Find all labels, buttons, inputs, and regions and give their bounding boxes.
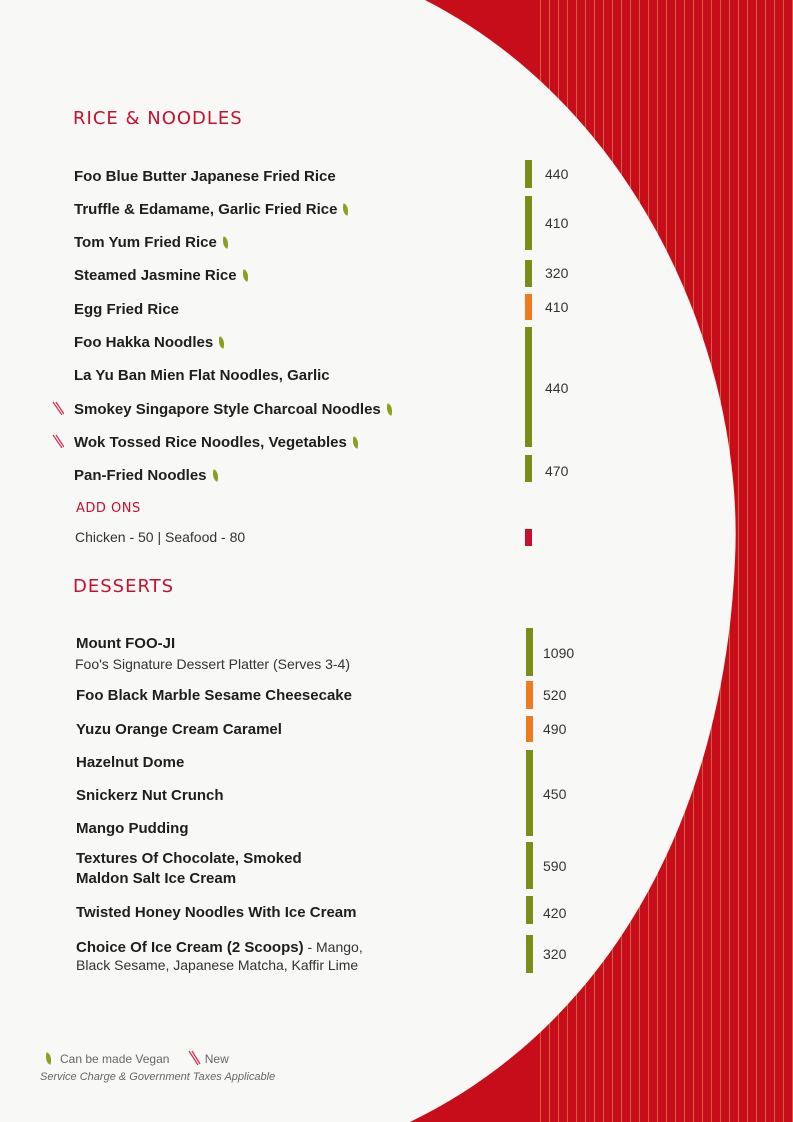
chopsticks-icon [187, 1050, 201, 1066]
menu-item-name: Tom Yum Fried Rice [74, 234, 217, 251]
leaf-icon [240, 269, 250, 281]
menu-item [74, 299, 179, 318]
price: 490 [543, 721, 567, 737]
legend-new: New [204, 1052, 229, 1066]
menu-item-name: Hazelnut Dome [76, 754, 185, 771]
price: 450 [543, 786, 567, 802]
menu-item [74, 432, 359, 451]
menu-item-name: Pan-Fried Noodles [74, 467, 207, 484]
price: 410 [545, 299, 569, 315]
price-bar [526, 935, 533, 973]
price: 440 [545, 166, 569, 182]
menu-item-name: Snickerz Nut Crunch [76, 787, 224, 804]
menu-item [74, 332, 225, 351]
price: 320 [543, 946, 567, 962]
menu-item [76, 937, 363, 956]
menu-item-name: Choice Of Ice Cream (2 Scoops) [76, 939, 304, 956]
menu-item-desc: Foo's Signature Dessert Platter (Serves 3-4) [75, 656, 351, 672]
price-bar [526, 750, 533, 836]
leaf-icon [221, 236, 231, 248]
addons-text: Chicken - 50 | Seafood - 80 [75, 529, 246, 545]
price: 320 [545, 265, 569, 281]
menu-item-desc: Black Sesame, Japanese Matcha, Kaffir Lime [76, 957, 359, 973]
price: 420 [543, 905, 567, 921]
price-bar [525, 196, 532, 250]
price: 1090 [543, 645, 575, 661]
menu-item-name: Foo Blue Butter Japanese Fried Rice [74, 168, 336, 185]
price-bar [525, 455, 532, 482]
menu-item-name: Foo Black Marble Sesame Cheesecake [76, 687, 352, 704]
menu-item-name: Maldon Salt Ice Cream [76, 870, 237, 887]
price-bar [525, 529, 532, 546]
menu-item [74, 365, 330, 384]
price-bar [525, 160, 532, 188]
menu-item-name: Twisted Honey Noodles With Ice Cream [76, 904, 357, 921]
leaf-icon [44, 1052, 54, 1064]
leaf-icon [210, 469, 220, 481]
menu-item [74, 399, 393, 418]
price: 590 [543, 858, 567, 874]
menu-item [74, 265, 249, 284]
leaf-icon [384, 403, 394, 415]
price-bar [525, 327, 532, 447]
menu-item-name: La Yu Ban Mien Flat Noodles, Garlic [74, 367, 330, 384]
menu-item-name: Foo Hakka Noodles [74, 334, 214, 351]
menu-item-name: Mango Pudding [76, 820, 189, 837]
price-bar [526, 628, 533, 676]
addons-title: ADD ONS [76, 501, 141, 516]
price-bar [526, 896, 533, 924]
menu-item-name: Truffle & Edamame, Garlic Fried Rice [74, 201, 338, 218]
section-title-desserts: DESSERTS [73, 576, 175, 597]
menu-item [74, 232, 229, 251]
leaf-icon [351, 436, 361, 448]
price-bar [526, 842, 533, 889]
price-bar [526, 716, 533, 742]
legend-vegan: Can be made Vegan [60, 1052, 170, 1066]
leaf-icon [341, 203, 351, 215]
menu-item-name: Textures Of Chocolate, Smoked [76, 850, 302, 867]
menu-item-name: Smokey Singapore Style Charcoal Noodles [74, 401, 381, 418]
menu-item [74, 199, 349, 218]
menu-item-name: Egg Fried Rice [74, 301, 180, 318]
section-title-rice-noodles: RICE & NOODLES [73, 108, 243, 129]
price-bar [525, 294, 532, 320]
price: 520 [543, 687, 567, 703]
legend [40, 1050, 229, 1066]
menu-item-name: Wok Tossed Rice Noodles, Vegetables [74, 434, 347, 451]
menu-item-name: Mount FOO-JI [76, 635, 176, 652]
price: 410 [545, 215, 569, 231]
price: 470 [545, 463, 569, 479]
menu-item-name: Yuzu Orange Cream Caramel [76, 721, 282, 738]
price-bar [526, 681, 533, 709]
menu-item [74, 465, 219, 484]
leaf-icon [217, 336, 227, 348]
menu-item [74, 166, 336, 185]
menu-item-desc: - Mango, [303, 939, 363, 955]
price: 440 [545, 380, 569, 396]
chopsticks-icon [52, 434, 64, 448]
tax-note: Service Charge & Government Taxes Applicable [40, 1071, 276, 1083]
menu-item-name: Steamed Jasmine Rice [74, 267, 237, 284]
price-bar [525, 260, 532, 287]
chopsticks-icon [52, 401, 64, 415]
